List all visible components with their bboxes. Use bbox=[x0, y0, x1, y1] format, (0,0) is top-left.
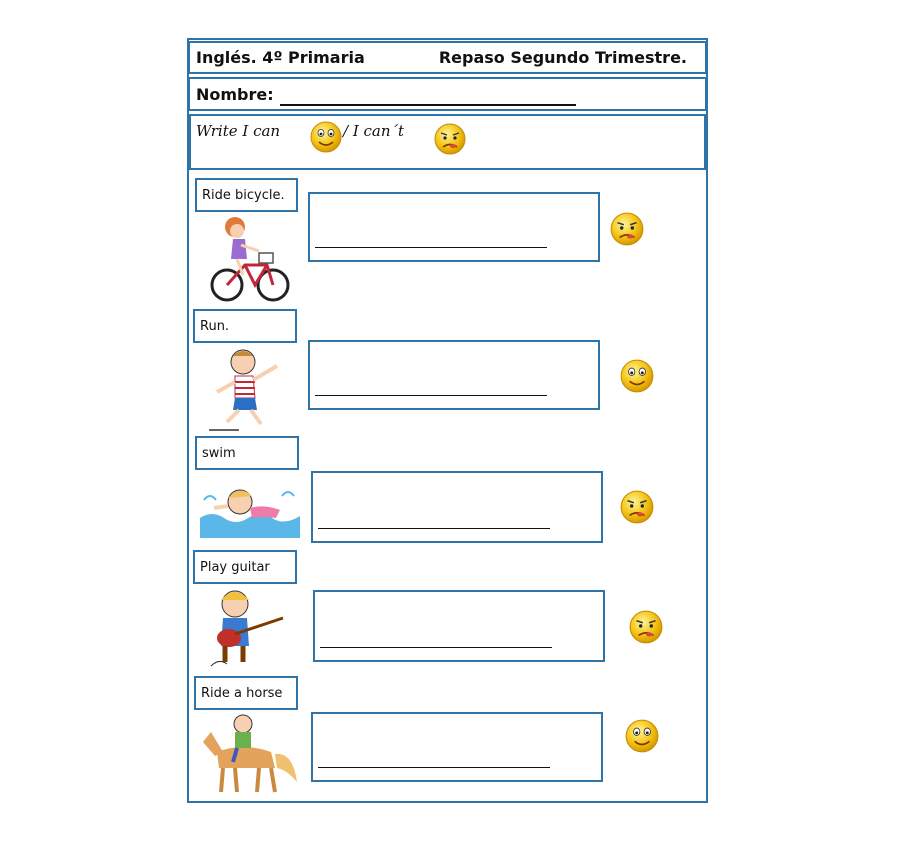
answer-line[interactable] bbox=[315, 395, 547, 396]
answer-line[interactable] bbox=[318, 528, 550, 529]
girl-on-bicycle-picture bbox=[207, 215, 291, 303]
answer-line[interactable] bbox=[320, 647, 552, 648]
activity-label-text: Ride bicycle. bbox=[202, 187, 285, 203]
happy-face-icon bbox=[624, 718, 660, 754]
activity-label-ride-bicycle bbox=[195, 178, 298, 212]
activity-label-swim bbox=[195, 436, 299, 470]
answer-box-3[interactable] bbox=[311, 471, 603, 543]
sad-face-icon bbox=[628, 609, 664, 645]
happy-face-icon bbox=[309, 120, 343, 154]
instruction-box bbox=[189, 114, 706, 170]
answer-line[interactable] bbox=[315, 247, 547, 248]
name-label: Nombre: bbox=[196, 84, 274, 104]
answer-line[interactable] bbox=[318, 767, 550, 768]
answer-box-1[interactable] bbox=[308, 192, 600, 262]
boy-on-horse-picture bbox=[197, 712, 301, 796]
answer-box-4[interactable] bbox=[313, 590, 605, 662]
girl-swimming-picture bbox=[200, 478, 300, 538]
term-title: Repaso Segundo Trimestre. bbox=[438, 48, 687, 67]
activity-label-text: Ride a horse bbox=[201, 685, 283, 701]
subject-title: Inglés. 4º Primaria bbox=[196, 48, 365, 67]
activity-label-text: swim bbox=[202, 445, 236, 461]
header-bar bbox=[188, 41, 707, 74]
instruction-cant-text: / I can´t bbox=[343, 122, 405, 140]
activity-label-ride-horse bbox=[194, 676, 298, 710]
activity-label-play-guitar bbox=[193, 550, 297, 584]
answer-box-2[interactable] bbox=[308, 340, 600, 410]
happy-face-icon bbox=[619, 358, 655, 394]
instruction-can-text: Write I can bbox=[196, 122, 281, 140]
activity-label-text: Play guitar bbox=[200, 559, 270, 575]
sad-face-icon bbox=[433, 122, 467, 156]
name-input-line[interactable] bbox=[280, 90, 576, 106]
activity-label-run bbox=[193, 309, 297, 343]
boy-running-picture bbox=[205, 348, 289, 432]
name-row bbox=[188, 77, 707, 111]
boy-guitar-picture bbox=[205, 588, 289, 670]
answer-box-5[interactable] bbox=[311, 712, 603, 782]
sad-face-icon bbox=[609, 211, 645, 247]
activity-label-text: Run. bbox=[200, 318, 230, 334]
sad-face-icon bbox=[619, 489, 655, 525]
